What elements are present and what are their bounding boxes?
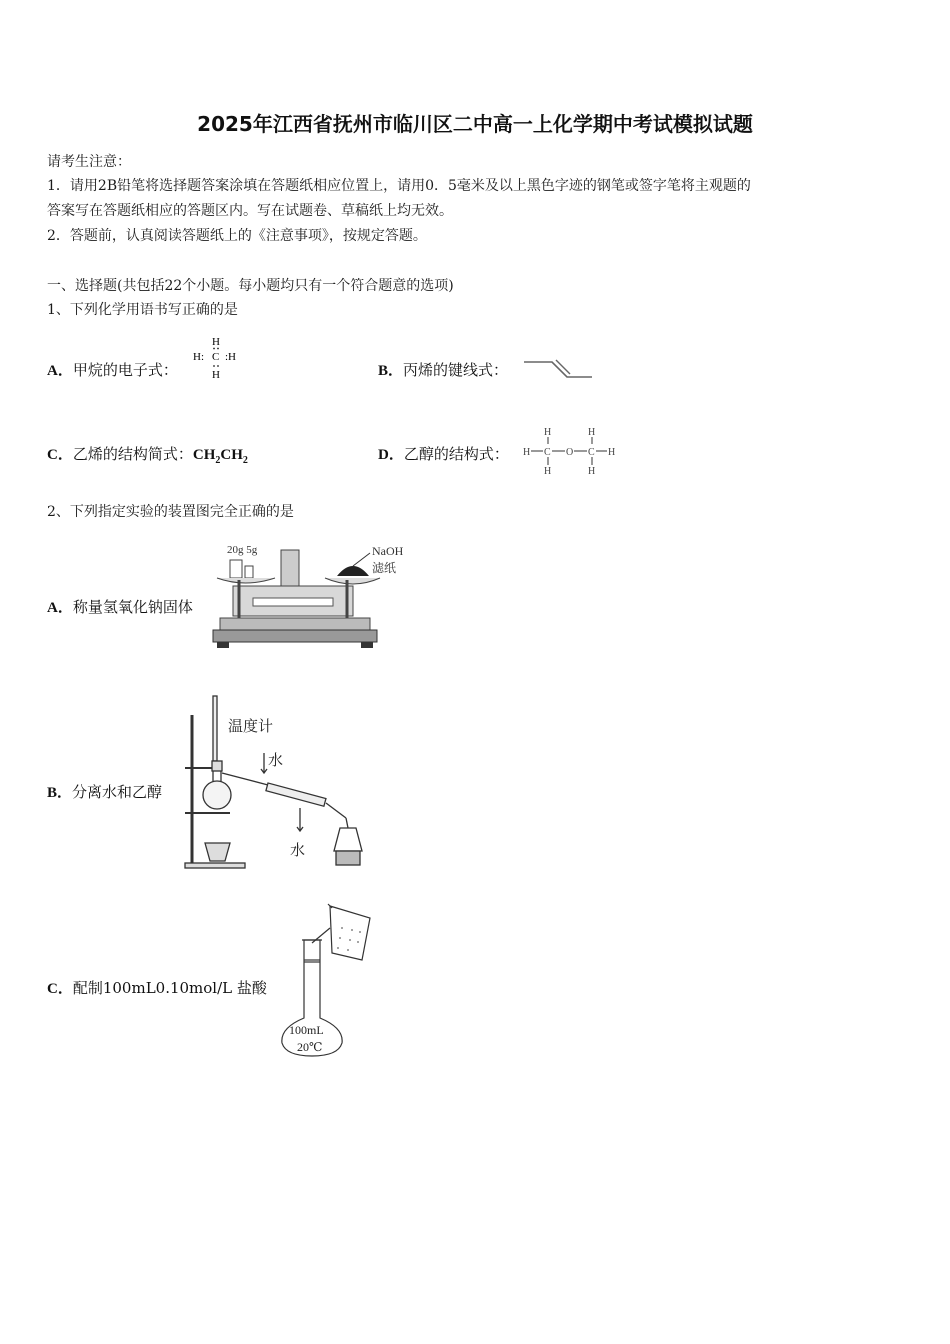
water-in-label: 水 (268, 753, 284, 769)
svg-text:H: H (544, 466, 552, 477)
atom-h-left: H: (193, 351, 204, 363)
ethylene-formula: $CH_2CH_2$ (192, 447, 248, 466)
svg-text:H: H (523, 447, 531, 458)
option-letter: C． (47, 981, 73, 997)
flask-temp-label: 20℃ (297, 1040, 323, 1054)
option-text: 乙烯的结构简式： (72, 445, 193, 463)
q1-option-c (47, 444, 248, 471)
distillation-apparatus-figure (180, 693, 370, 875)
svg-text:C: C (588, 447, 595, 458)
svg-text:H: H (608, 447, 616, 458)
question-2-stem: 2、下列指定实验的装置图完全正确的是 (47, 504, 294, 520)
option-letter: A． (47, 600, 73, 616)
option-text: 称量氢氧化钠固体 (72, 598, 193, 616)
q2-option-c (47, 978, 267, 999)
notice-item-1: 1．请用2B铅笔将选择题答案涂填在答题纸相应位置上，请用0．5毫米及以上黑色字迹的钢笔或签字笔将主观题的 (47, 178, 751, 194)
option-letter: C． (47, 447, 73, 463)
notice-heading: 请考生注意： (47, 154, 131, 170)
svg-text:H: H (588, 466, 596, 477)
atom-h-bottom: H (212, 369, 220, 381)
option-text: 甲烷的电子式： (72, 361, 178, 379)
thermometer-label: 温度计 (228, 719, 274, 735)
option-text: 分离水和乙醇 (72, 783, 163, 801)
atom-h-right: :H (225, 351, 236, 363)
notice-item-2: 2．答题前，认真阅读答题纸上的《注意事项》，按规定答题。 (47, 228, 427, 244)
flask-volume-label: 100mL (289, 1023, 324, 1037)
option-text: 乙醇的结构式： (403, 445, 509, 463)
option-text: 丙烯的键线式： (403, 361, 509, 379)
atom-h-top: H (212, 336, 220, 348)
q1-option-a (47, 360, 178, 381)
option-letter: B． (47, 785, 73, 801)
water-out-label: 水 (290, 843, 306, 859)
volumetric-flask-figure (272, 898, 382, 1060)
svg-text:H: H (588, 427, 596, 438)
option-letter: A． (47, 363, 73, 379)
propene-skeletal-formula-figure (522, 355, 597, 383)
notice-item-1-cont: 答案写在答题纸相应的答题区内。写在试题卷、草稿纸上均无效。 (47, 203, 453, 219)
section-heading: 一、选择题(共包括22个小题。每小题均只有一个符合题意的选项) (47, 278, 454, 294)
q2-option-b (47, 782, 162, 803)
naoh-label: NaOH (372, 544, 404, 558)
question-1-stem: 1、下列化学用语书写正确的是 (47, 302, 238, 318)
svg-text:O: O (566, 447, 574, 458)
svg-text:H: H (544, 427, 552, 438)
methane-electron-formula-figure (190, 333, 250, 383)
filter-paper-label: 滤纸 (372, 561, 397, 575)
ethanol-structural-formula-figure (520, 424, 620, 478)
q1-option-d (378, 444, 509, 465)
option-text: 配制100mL0.10mol/L 盐酸 (72, 979, 267, 997)
balance-weighing-figure (205, 538, 415, 653)
option-letter: D． (378, 447, 404, 463)
option-letter: B． (378, 363, 404, 379)
q2-option-a (47, 597, 193, 618)
svg-text:C: C (544, 447, 551, 458)
atom-c: C (212, 351, 220, 363)
weights-label: 20g 5g (227, 544, 258, 556)
page-title: 2025年江西省抚州市临川区二中高一上化学期中考试模拟试题 (197, 112, 753, 136)
q1-option-b (378, 360, 508, 381)
